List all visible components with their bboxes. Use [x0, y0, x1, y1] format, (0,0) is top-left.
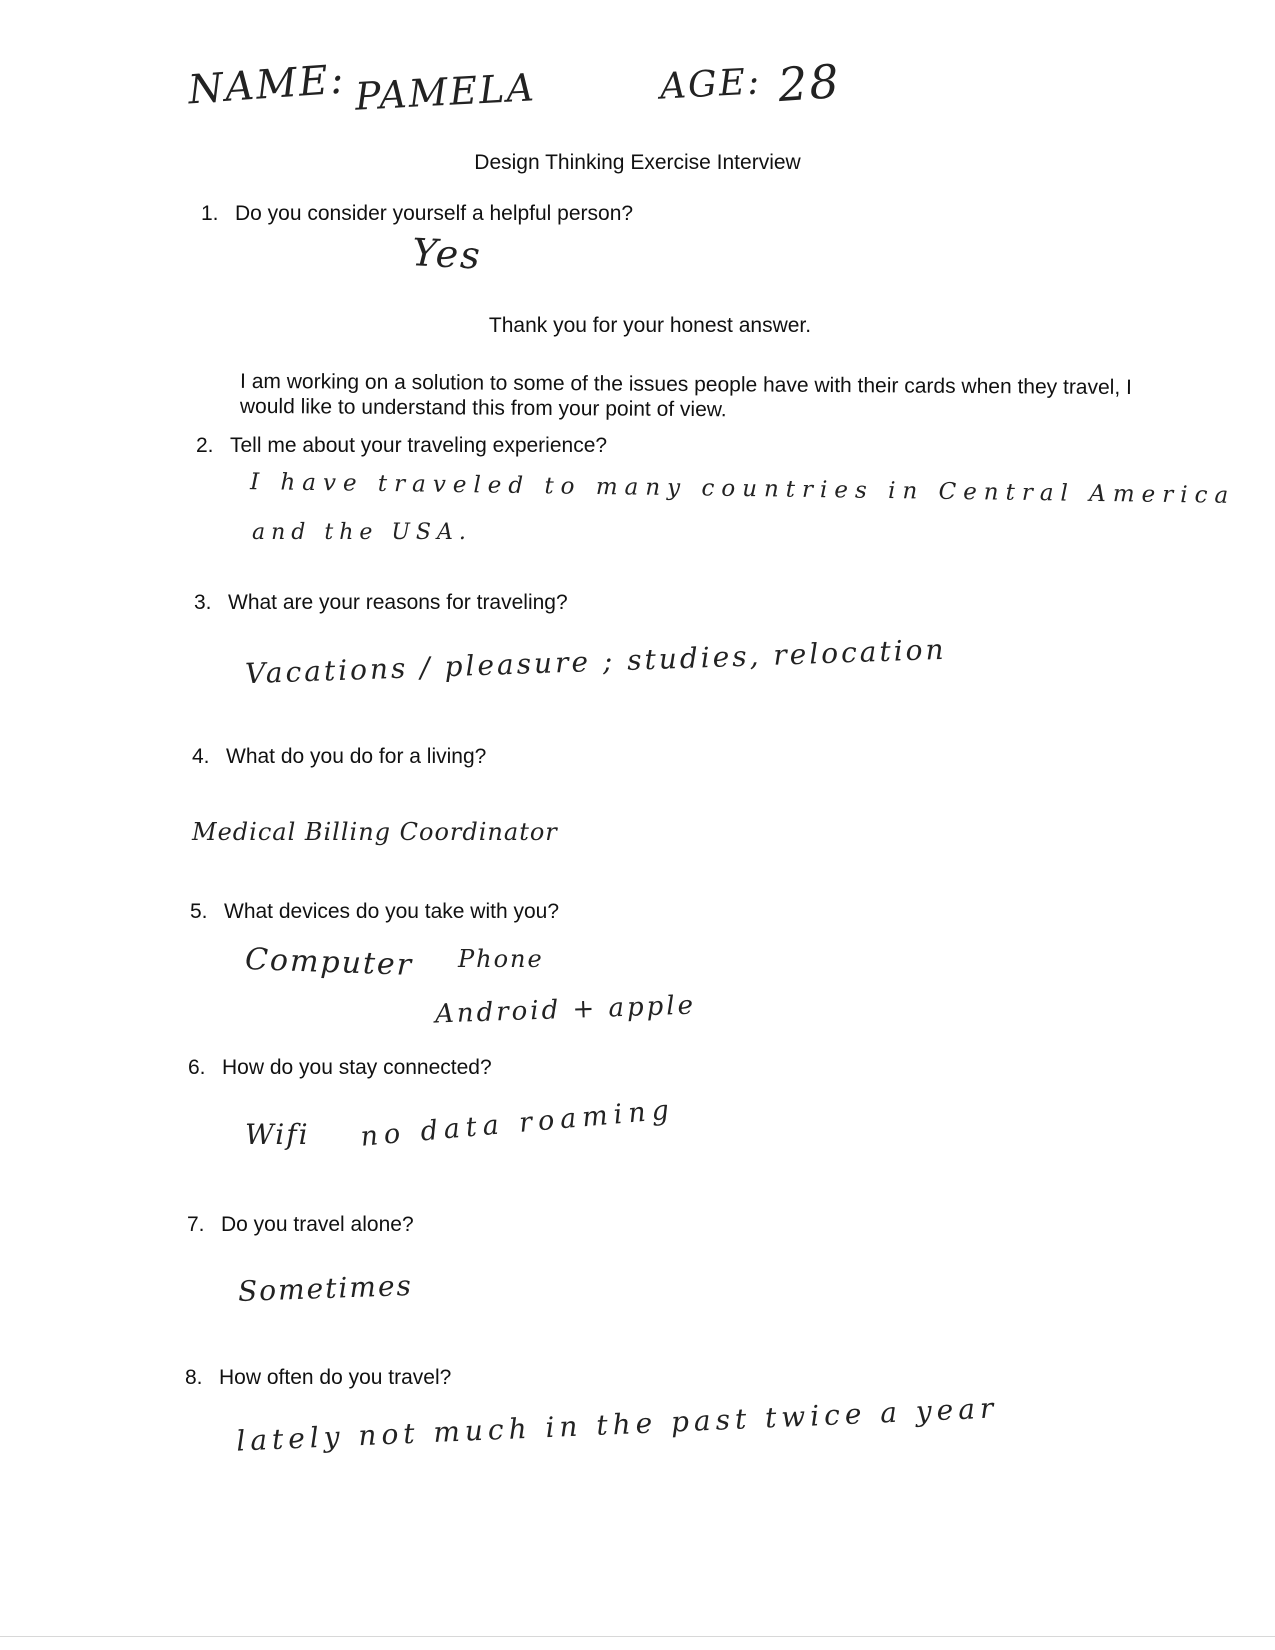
question-5-text: What devices do you take with you?	[224, 900, 560, 923]
scan-edge-line	[0, 1636, 1275, 1637]
question-4-number: 4.	[192, 745, 210, 768]
question-3-text: What are your reasons for traveling?	[228, 591, 568, 614]
question-6-text: How do you stay connected?	[222, 1056, 492, 1079]
question-1-number: 1.	[201, 202, 219, 225]
question-5-number: 5.	[190, 900, 208, 923]
question-4-text: What do you do for a living?	[226, 745, 487, 768]
answer-2-line-2: and the USA.	[252, 520, 472, 545]
age-value: 28	[776, 53, 843, 113]
answer-3: Vacations / pleasure ; studies, relocation	[244, 632, 948, 691]
answer-6-wifi: Wifi	[245, 1118, 310, 1151]
question-5	[190, 900, 559, 924]
answer-2-line-1: I have traveled to many countries in Central America	[249, 469, 1236, 509]
question-4	[192, 745, 486, 769]
age-label: AGE:	[658, 61, 763, 108]
question-7-text: Do you travel alone?	[221, 1213, 414, 1236]
question-6	[188, 1056, 492, 1080]
answer-8: lately not much in the past twice a year	[235, 1391, 999, 1458]
intro-paragraph: I am working on a solution to some of the issues people have with their cards when they travel, I would like to understand this from your point of view.	[239, 369, 1132, 422]
question-3-number: 3.	[194, 591, 212, 614]
question-8-text: How often do you travel?	[219, 1366, 452, 1389]
question-3	[194, 591, 568, 615]
answer-7: Sometimes	[237, 1268, 414, 1309]
question-8-number: 8.	[185, 1366, 203, 1389]
name-label: NAME:	[186, 56, 347, 114]
answer-1: Yes	[410, 230, 483, 278]
answer-5-phone: Phone	[458, 945, 544, 973]
thank-you-note: Thank you for your honest answer.	[488, 314, 812, 337]
question-1	[201, 202, 633, 226]
answer-4: Medical Billing Coordinator	[192, 818, 558, 846]
question-7	[187, 1213, 414, 1237]
question-2	[196, 434, 607, 458]
question-8	[185, 1366, 451, 1390]
page-title: Design Thinking Exercise Interview	[474, 151, 801, 174]
question-1-text: Do you consider yourself a helpful person?	[235, 202, 634, 225]
question-2-number: 2.	[196, 434, 214, 457]
question-6-number: 6.	[188, 1056, 206, 1079]
answer-5-computer: Computer	[244, 942, 414, 983]
name-value: PAMELA	[353, 65, 537, 119]
answer-5-platforms: Android + apple	[434, 990, 697, 1030]
answer-6-roaming: no data roaming	[359, 1094, 677, 1153]
question-2-text: Tell me about your traveling experience?	[230, 434, 608, 457]
question-7-number: 7.	[187, 1213, 205, 1236]
